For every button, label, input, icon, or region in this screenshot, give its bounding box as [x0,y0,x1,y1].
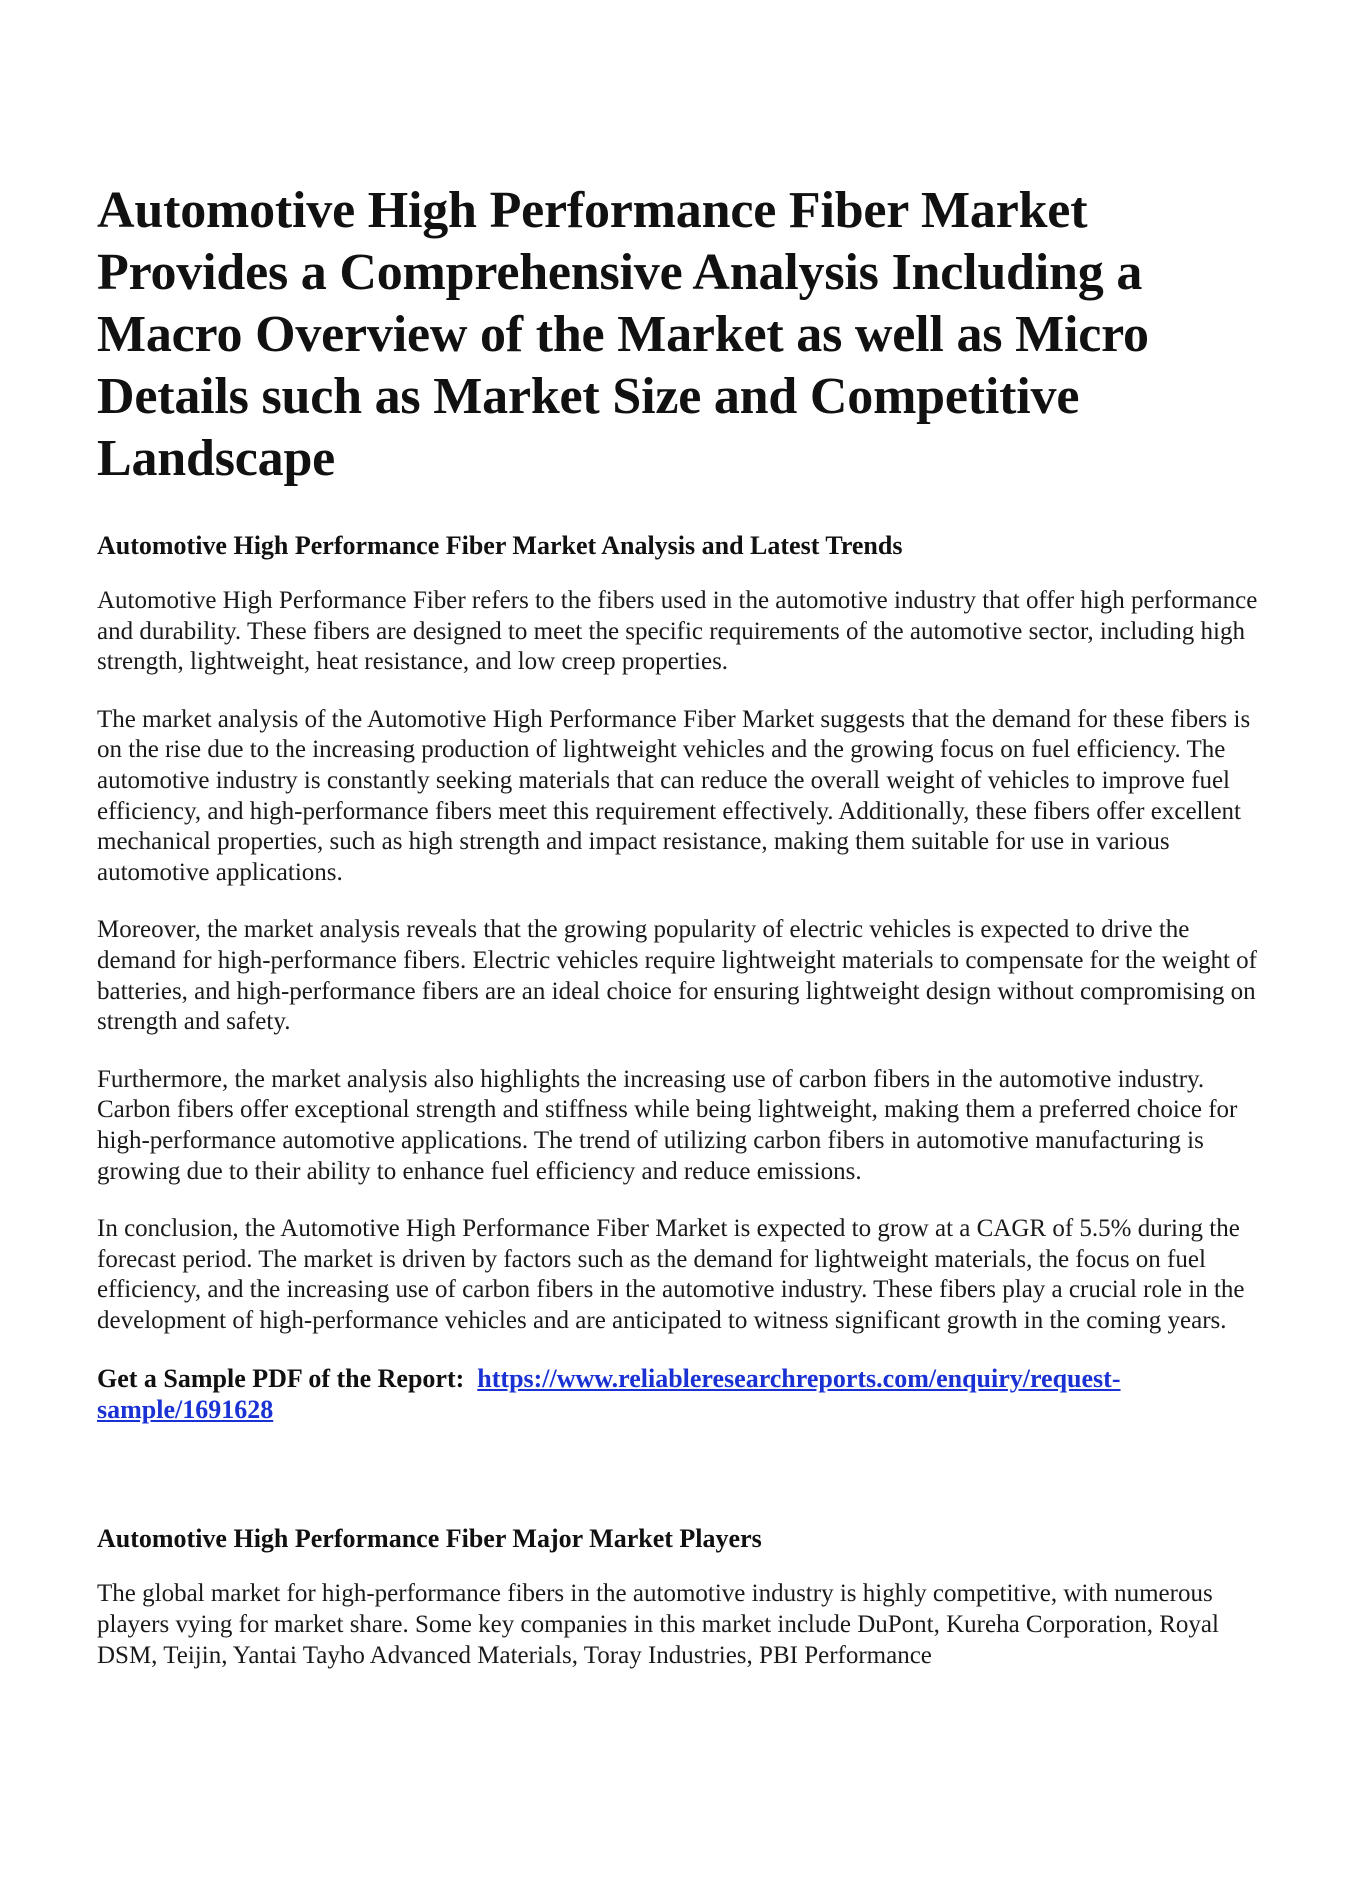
sample-pdf-link[interactable]: https://www.reliableresearchreports.com/enquiry/request-sample/1691628 [97,1364,1121,1425]
paragraph-market-analysis: The market analysis of the Automotive High Performance Fiber Market suggests that the demand for these fibers is on the rise due to the increasing production of lightweight vehicles and the growing focus on fuel efficiency. The automotive industry is constantly seeking materials that can reduce the overall weight of vehicles to improve fuel efficiency, and high-performance fibers meet this requirement effectively. Additionally, these fibers offer excellent mechanical properties, such as high strength and impact resistance, making them suitable for use in various automotive applications. [97,705,1251,886]
document-page [97,180,1267,1698]
paragraph-conclusion: In conclusion, the Automotive High Performance Fiber Market is expected to grow at a CAGR of 5.5% during the forecast period. The market is driven by factors such as the demand for lightweight materials, the focus on fuel efficiency, and the increasing use of carbon fibers in the automotive industry. These fibers play a crucial role in the development of high-performance vehicles and are anticipated to witness significant growth in the coming years. [97,1215,1245,1334]
paragraph-definition: Automotive High Performance Fiber refers to the fibers used in the automotive industry that offer high performance and durability. These fibers are designed to meet the specific requirements of the automotive sector, including high strength, lightweight, heat resistance, and low creep properties. [97,587,1258,676]
page-title: Automotive High Performance Fiber Market Provides a Comprehensive Analysis Including a Macro Overview of the Market as well as Micro Details such as Market Size and Competitive Landscape [97,182,1149,487]
section-heading-analysis: Automotive High Performance Fiber Market Analysis and Latest Trends [97,531,903,560]
sample-pdf-label: Get a Sample PDF of the Report: [97,1364,465,1394]
section-heading-market-players: Automotive High Performance Fiber Major Market Players [97,1524,762,1554]
paragraph-market-players: The global market for high-performance fibers in the automotive industry is highly competitive, with numerous players vying for market share. Some key companies in this market include DuPont, Kureha Corporation, Royal DSM, Teijin, Yantai Tayho Advanced Materials, Toray Industries, PBI Performance [97,1580,1219,1669]
paragraph-carbon-fibers: Furthermore, the market analysis also highlights the increasing use of carbon fibers in the automotive industry. Carbon fibers offer exceptional strength and stiffness while being lightweight, making them a preferred choice for high-performance automotive applications. The trend of utilizing carbon fibers in automotive manufacturing is growing due to their ability to enhance fuel efficiency and reduce emissions. [97,1065,1238,1185]
paragraph-electric-vehicles: Moreover, the market analysis reveals that the growing popularity of electric vehicles is expected to drive the demand for high-performance fibers. Electric vehicles require lightweight materials to compensate for the weight of batteries, and high-performance fibers are an ideal choice for ensuring lightweight design without compromising on strength and safety. [97,916,1257,1036]
sample-pdf-callout [97,1363,1267,1425]
